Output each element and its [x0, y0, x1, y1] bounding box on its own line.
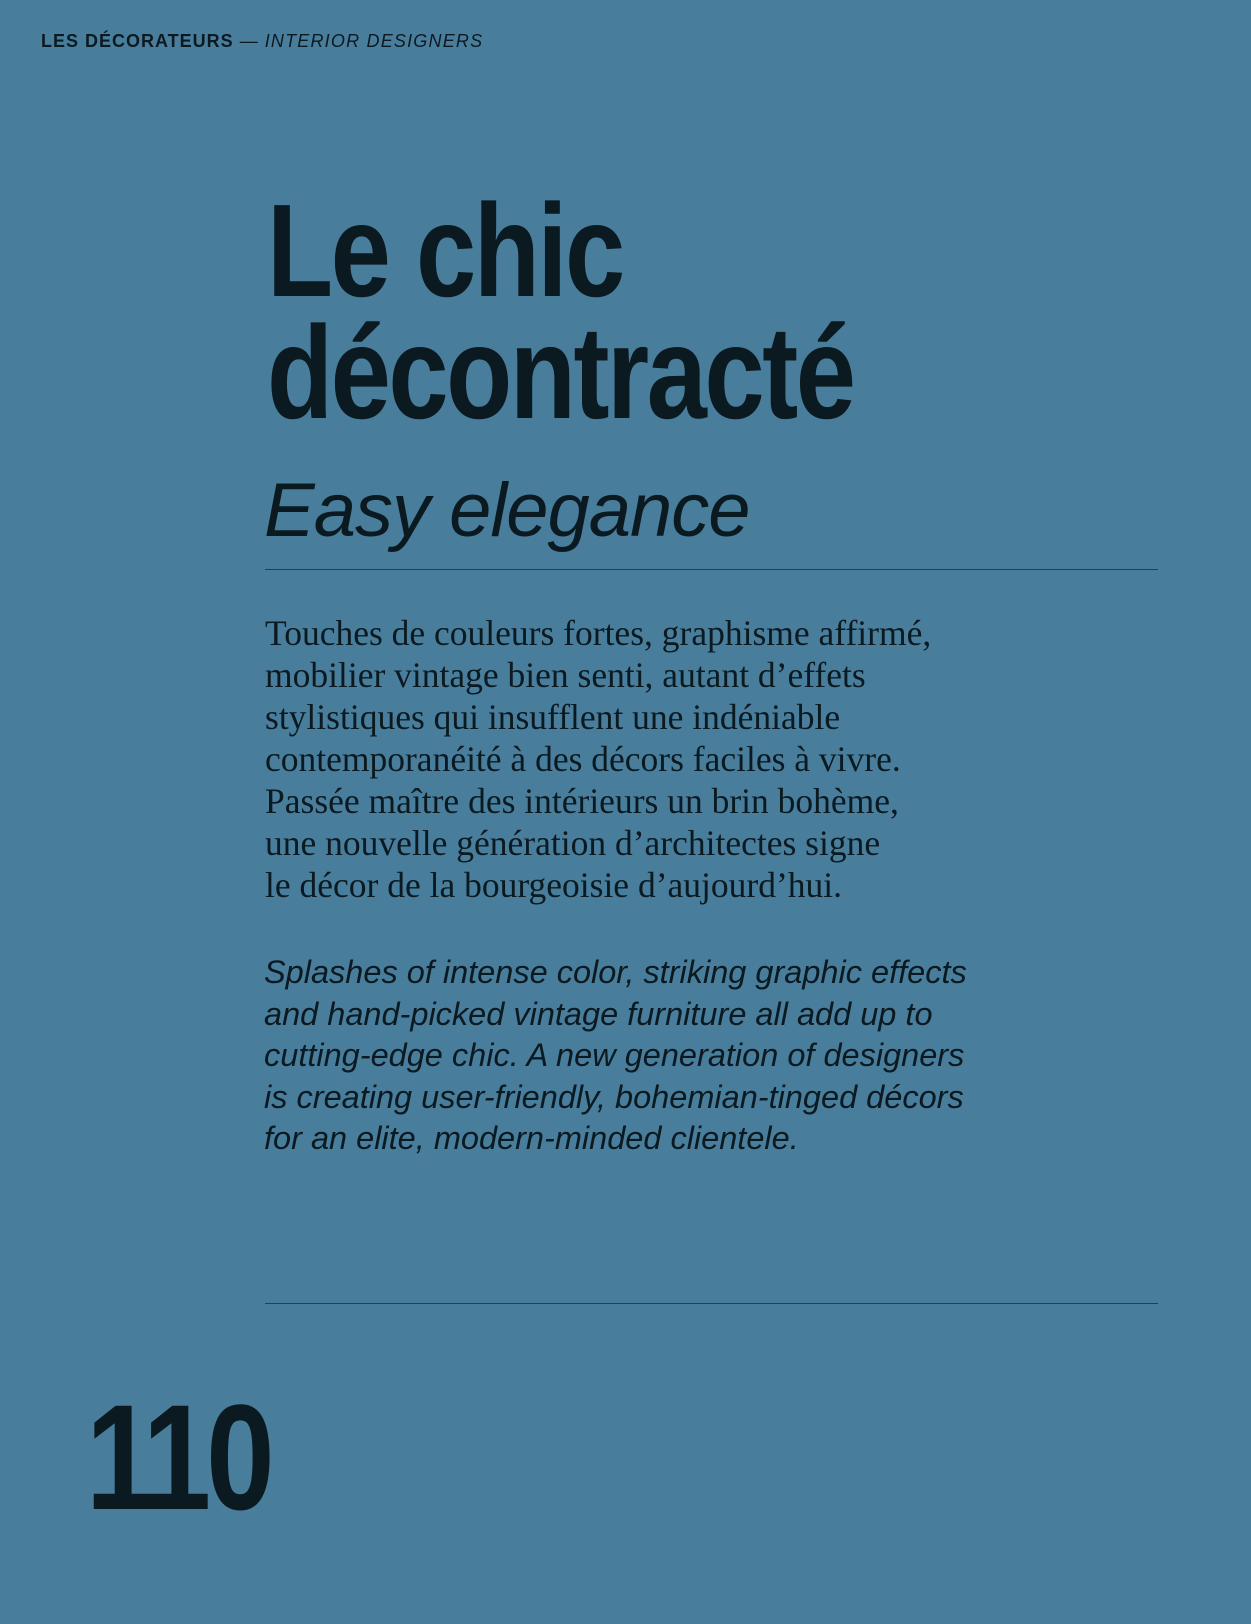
body-en-line: cutting-edge chic. A new generation of designers — [264, 1037, 965, 1073]
body-fr-line: stylistiques qui insufflent une indéniable — [265, 697, 841, 737]
body-en-line: and hand-picked vintage furniture all add up to — [264, 995, 933, 1032]
body-fr-line: mobilier vintage bien senti, autant d’effets — [265, 655, 866, 695]
body-fr-line: contemporanéité à des décors faciles à vivre. — [265, 739, 901, 779]
body-text-french — [265, 612, 1065, 906]
page-number: 110 — [86, 1373, 270, 1541]
article-title — [267, 177, 1005, 446]
body-fr-line: Passée maître des intérieurs un brin bohème, — [265, 781, 899, 821]
bottom-divider — [265, 1303, 1158, 1304]
article-title-line-1: Le chic — [267, 177, 623, 324]
article-title-line-2: décontracté — [267, 299, 854, 446]
header-separator: — — [239, 31, 259, 51]
section-title-en: INTERIOR DESIGNERS — [264, 31, 484, 51]
body-fr-line: le décor de la bourgeoisie d’aujourd’hui. — [265, 865, 843, 905]
article-subtitle: Easy elegance — [264, 468, 750, 553]
section-title-fr: LES DÉCORATEURS — [41, 31, 234, 51]
body-text-english — [264, 952, 1084, 1160]
body-en-line: is creating user-friendly, bohemian-tinged décors — [264, 1078, 964, 1115]
section-header — [41, 31, 483, 52]
body-en-line: Splashes of intense color, striking graphic effects — [264, 954, 967, 990]
body-en-line: for an elite, modern-minded clientele. — [264, 1120, 799, 1156]
body-fr-line: une nouvelle génération d’architectes signe — [265, 823, 881, 863]
top-divider — [265, 569, 1158, 570]
body-fr-line: Touches de couleurs fortes, graphisme affirmé, — [265, 613, 932, 653]
